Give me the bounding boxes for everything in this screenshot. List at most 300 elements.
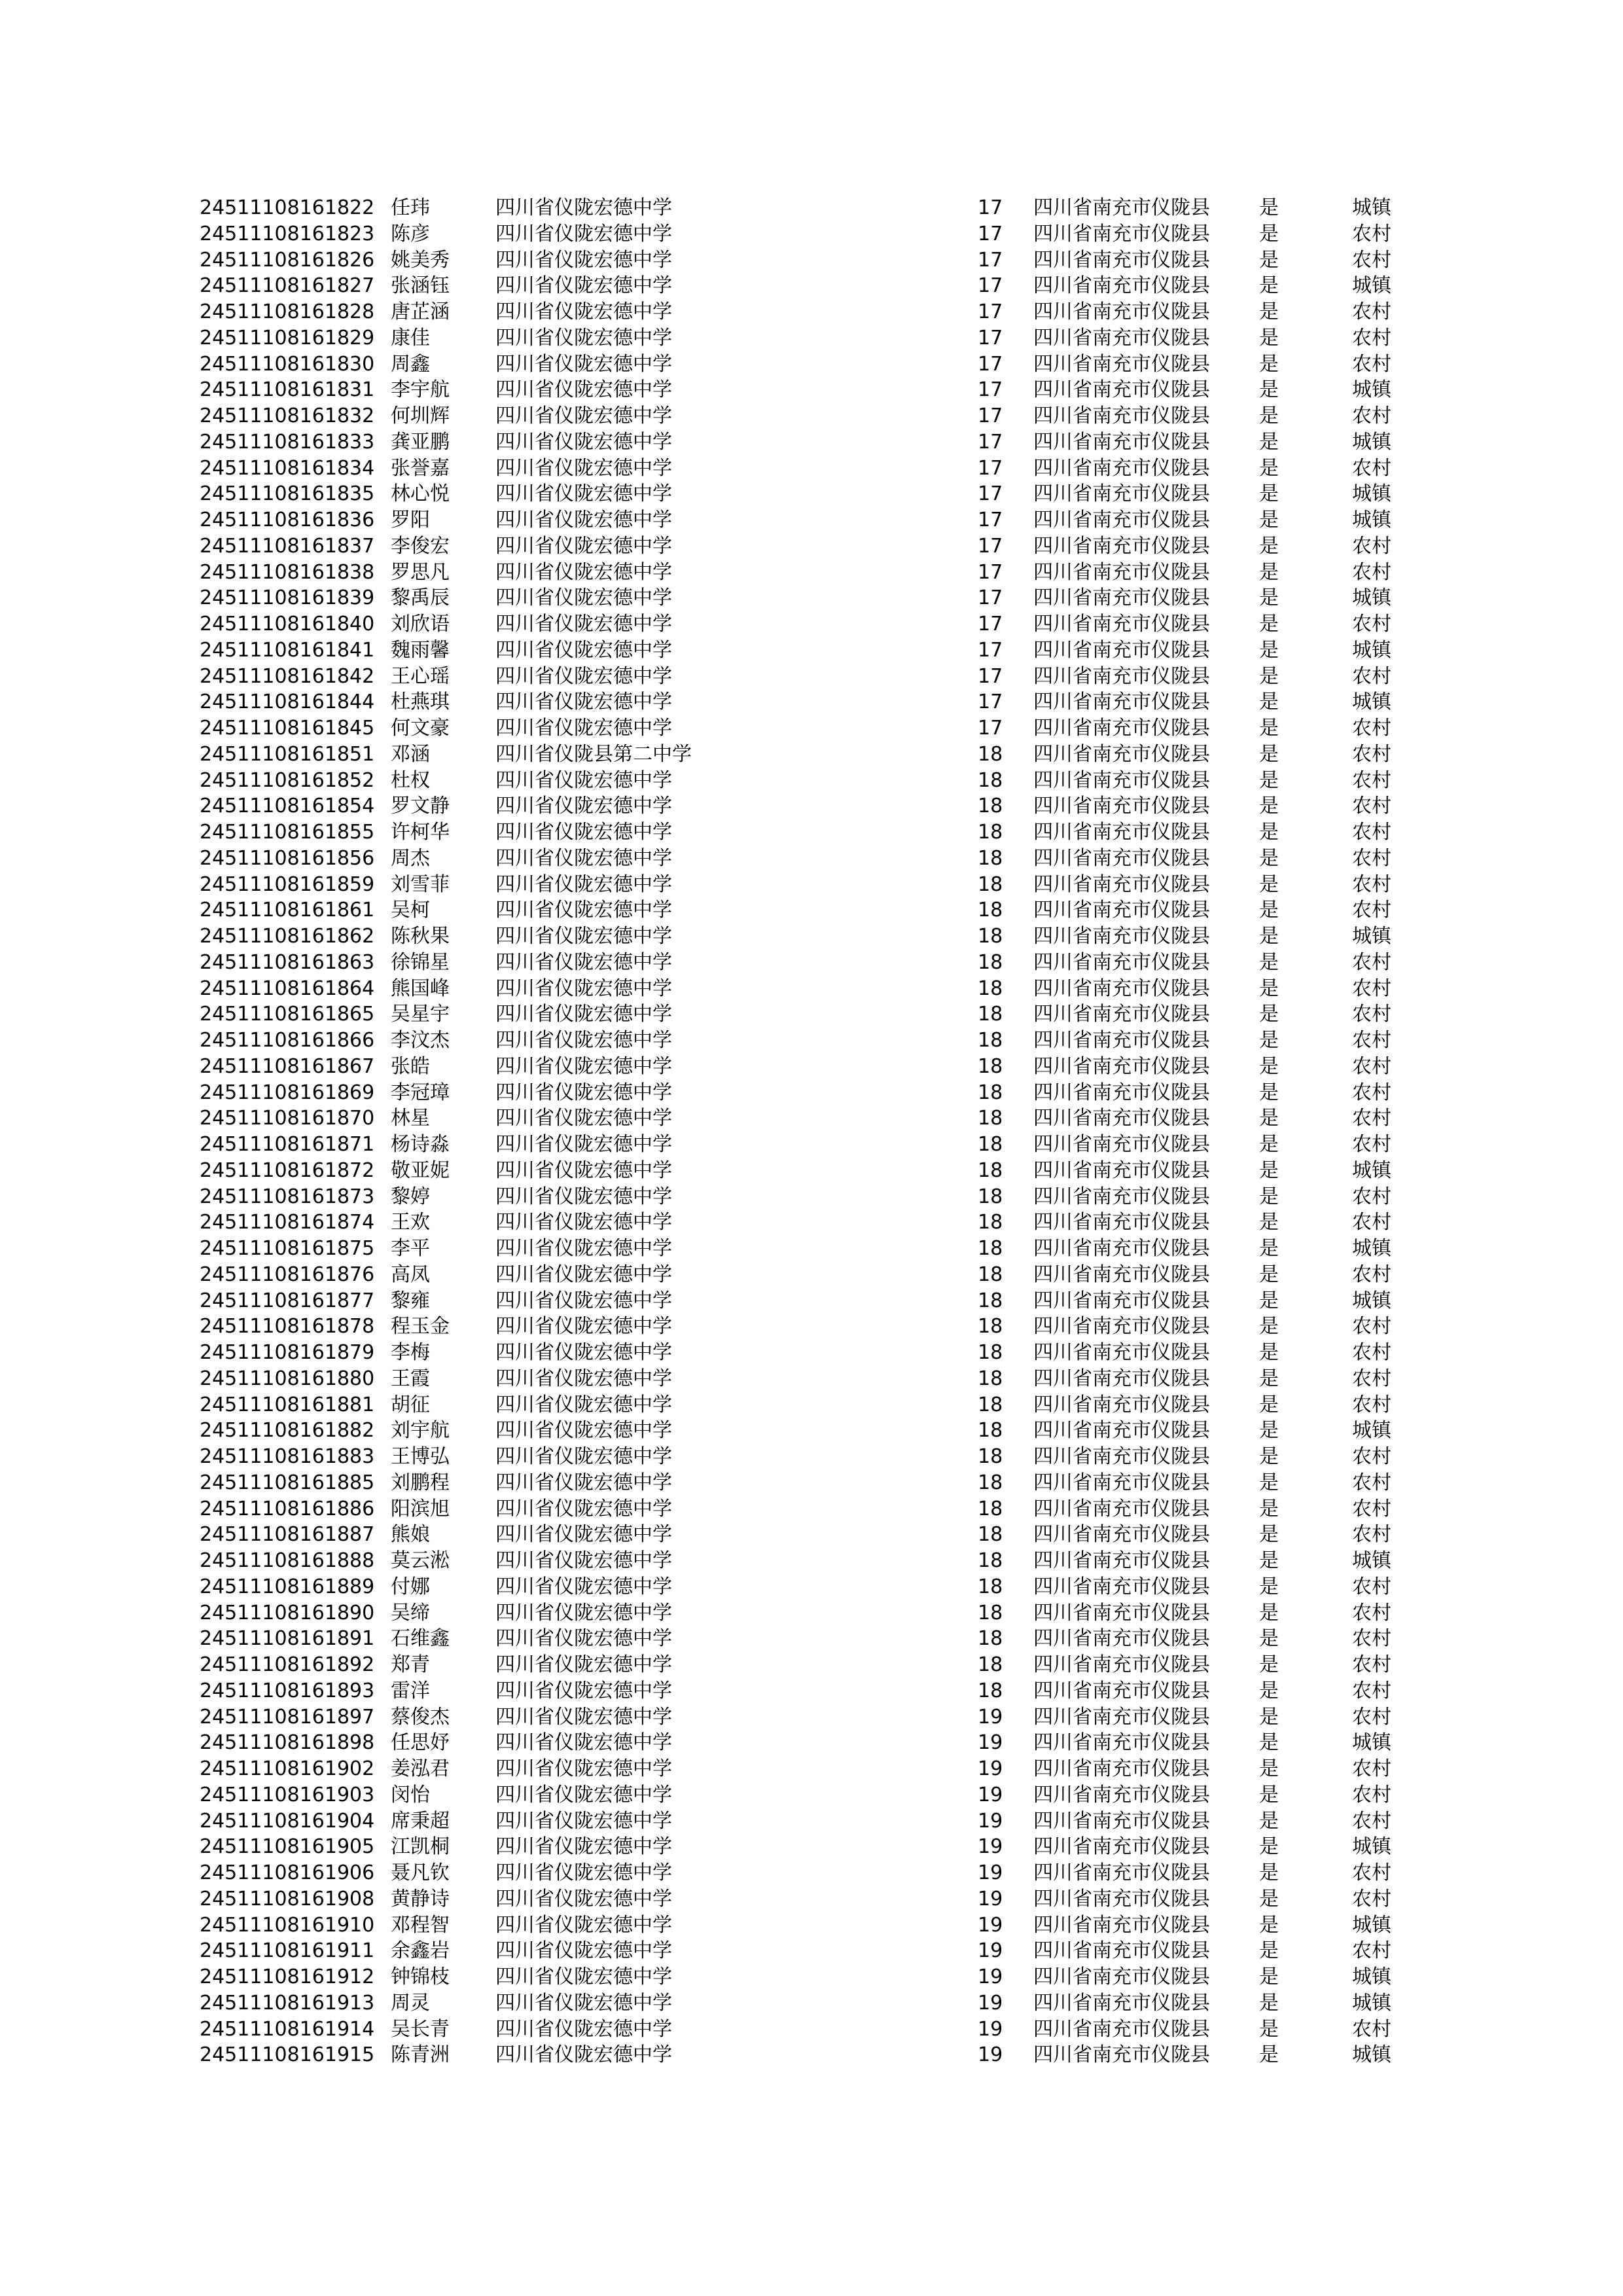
region-cell: 四川省南充市仪陇县 [1033,326,1210,350]
grade-cell: 19 [978,1913,1003,1937]
flag-cell: 是 [1259,222,1279,245]
student-name-cell: 李宇航 [391,378,450,402]
area-type-cell: 农村 [1352,1575,1391,1598]
student-name-cell: 程玉金 [391,1315,450,1338]
grade-cell: 17 [978,664,1003,688]
student-id-cell: 24511108161822 [200,196,375,219]
student-name-cell: 敬亚妮 [391,1158,450,1182]
school-cell: 四川省仪陇宏德中学 [495,977,672,1000]
school-cell: 四川省仪陇宏德中学 [495,768,672,792]
student-id-cell: 24511108161878 [200,1315,375,1338]
student-id-cell: 24511108161890 [200,1601,375,1624]
student-name-cell: 何圳辉 [391,404,450,427]
region-cell: 四川省南充市仪陇县 [1033,717,1210,740]
table-row [200,1834,1404,1860]
student-id-cell: 24511108161893 [200,1679,375,1702]
student-id-cell: 24511108161871 [200,1133,375,1156]
flag-cell: 是 [1259,534,1279,558]
student-name-cell: 李梅 [391,1341,430,1364]
school-cell: 四川省仪陇宏德中学 [495,1939,672,1963]
school-cell: 四川省仪陇宏德中学 [495,1315,672,1338]
student-name-cell: 姚美秀 [391,248,450,272]
flag-cell: 是 [1259,1965,1279,1988]
area-type-cell: 农村 [1352,950,1391,974]
area-type-cell: 城镇 [1352,586,1391,610]
student-id-cell: 24511108161905 [200,1835,375,1859]
area-type-cell: 农村 [1352,1367,1391,1390]
region-cell: 四川省南充市仪陇县 [1033,430,1210,454]
area-type-cell: 农村 [1352,534,1391,558]
school-cell: 四川省仪陇宏德中学 [495,1809,672,1833]
grade-cell: 19 [978,1939,1003,1963]
grade-cell: 17 [978,196,1003,219]
school-cell: 四川省仪陇宏德中学 [495,1523,672,1547]
area-type-cell: 农村 [1352,2017,1391,2041]
table-row [200,819,1404,846]
table-row [200,664,1404,690]
table-row [200,195,1404,221]
flag-cell: 是 [1259,1939,1279,1963]
area-type-cell: 城镇 [1352,1731,1391,1755]
flag-cell: 是 [1259,509,1279,531]
table-row [200,976,1404,1002]
student-name-cell: 郑青 [391,1653,430,1676]
flag-cell: 是 [1259,846,1279,870]
student-id-cell: 24511108161834 [200,456,375,480]
table-row [200,1236,1404,1262]
school-cell: 四川省仪陇宏德中学 [495,1549,672,1572]
table-row [200,299,1404,325]
student-name-cell: 李平 [391,1237,430,1260]
school-cell: 四川省仪陇宏德中学 [495,691,672,714]
table-row [200,1028,1404,1054]
school-cell: 四川省仪陇宏德中学 [495,1107,672,1130]
area-type-cell: 城镇 [1352,196,1391,219]
table-row [200,742,1404,768]
table-row [200,1262,1404,1288]
flag-cell: 是 [1259,1705,1279,1729]
flag-cell: 是 [1259,196,1279,219]
table-row [200,2042,1404,2068]
flag-cell: 是 [1259,1471,1279,1494]
student-name-cell: 黎雍 [391,1289,430,1312]
school-cell: 四川省仪陇宏德中学 [495,846,672,870]
student-id-cell: 24511108161827 [200,274,375,298]
flag-cell: 是 [1259,560,1279,584]
area-type-cell: 农村 [1352,1861,1391,1884]
student-name-cell: 蔡俊杰 [391,1705,450,1729]
student-name-cell: 吴星宇 [391,1003,450,1026]
flag-cell: 是 [1259,1913,1279,1937]
student-name-cell: 杜权 [391,768,430,792]
area-type-cell: 农村 [1352,1783,1391,1806]
student-id-cell: 24511108161902 [200,1757,375,1780]
area-type-cell: 农村 [1352,846,1391,870]
region-cell: 四川省南充市仪陇县 [1033,1575,1210,1598]
region-cell: 四川省南充市仪陇县 [1033,222,1210,245]
grade-cell: 17 [978,613,1003,636]
student-id-cell: 24511108161886 [200,1497,375,1520]
school-cell: 四川省仪陇宏德中学 [495,1341,672,1364]
table-row [200,2017,1404,2043]
grade-cell: 18 [978,1393,1003,1416]
student-id-cell: 24511108161836 [200,509,375,531]
region-cell: 四川省南充市仪陇县 [1033,1653,1210,1676]
grade-cell: 17 [978,430,1003,454]
flag-cell: 是 [1259,1185,1279,1208]
flag-cell: 是 [1259,300,1279,323]
flag-cell: 是 [1259,1627,1279,1651]
student-name-cell: 李汶杰 [391,1029,450,1052]
grade-cell: 19 [978,1809,1003,1833]
grade-cell: 17 [978,404,1003,427]
school-cell: 四川省仪陇宏德中学 [495,1991,672,2015]
table-row [200,1392,1404,1418]
grade-cell: 18 [978,1367,1003,1390]
grade-cell: 18 [978,1341,1003,1364]
school-cell: 四川省仪陇宏德中学 [495,1497,672,1520]
student-id-cell: 24511108161838 [200,560,375,584]
area-type-cell: 农村 [1352,1653,1391,1676]
table-row [200,1288,1404,1314]
region-cell: 四川省南充市仪陇县 [1033,795,1210,818]
student-id-cell: 24511108161862 [200,925,375,948]
grade-cell: 18 [978,1497,1003,1520]
table-row [200,456,1404,482]
flag-cell: 是 [1259,1835,1279,1859]
grade-cell: 17 [978,300,1003,323]
grade-cell: 18 [978,1575,1003,1598]
grade-cell: 19 [978,1887,1003,1910]
region-cell: 四川省南充市仪陇县 [1033,248,1210,272]
area-type-cell: 农村 [1352,1341,1391,1364]
table-row [200,768,1404,794]
area-type-cell: 城镇 [1352,2043,1391,2067]
grade-cell: 18 [978,1471,1003,1494]
table-row [200,689,1404,715]
flag-cell: 是 [1259,1523,1279,1547]
flag-cell: 是 [1259,1809,1279,1833]
flag-cell: 是 [1259,638,1279,662]
area-type-cell: 农村 [1352,1627,1391,1651]
table-row [200,1990,1404,2017]
area-type-cell: 农村 [1352,1211,1391,1234]
region-cell: 四川省南充市仪陇县 [1033,2043,1210,2067]
student-roster-table [200,195,1404,2068]
table-row [200,1001,1404,1028]
region-cell: 四川省南充市仪陇县 [1033,977,1210,1000]
area-type-cell: 农村 [1352,742,1391,766]
area-type-cell: 农村 [1352,1523,1391,1547]
student-id-cell: 24511108161882 [200,1419,375,1443]
table-row [200,533,1404,560]
flag-cell: 是 [1259,795,1279,818]
flag-cell: 是 [1259,404,1279,427]
student-id-cell: 24511108161823 [200,222,375,245]
area-type-cell: 农村 [1352,248,1391,272]
area-type-cell: 农村 [1352,1133,1391,1156]
school-cell: 四川省仪陇宏德中学 [495,1185,672,1208]
grade-cell: 18 [978,846,1003,870]
student-name-cell: 刘宇航 [391,1419,450,1443]
school-cell: 四川省仪陇宏德中学 [495,899,672,922]
region-cell: 四川省南充市仪陇县 [1033,456,1210,480]
grade-cell: 18 [978,950,1003,974]
region-cell: 四川省南充市仪陇县 [1033,1757,1210,1780]
table-row [200,1132,1404,1158]
region-cell: 四川省南充市仪陇县 [1033,1419,1210,1443]
table-row [200,1964,1404,1990]
flag-cell: 是 [1259,950,1279,974]
student-id-cell: 24511108161869 [200,1081,375,1104]
school-cell: 四川省仪陇宏德中学 [495,1133,672,1156]
table-row [200,403,1404,429]
school-cell: 四川省仪陇宏德中学 [495,1081,672,1104]
region-cell: 四川省南充市仪陇县 [1033,560,1210,584]
table-row [200,793,1404,819]
student-name-cell: 陈秋果 [391,925,450,948]
area-type-cell: 农村 [1352,1471,1391,1494]
grade-cell: 18 [978,1627,1003,1651]
area-type-cell: 农村 [1352,1029,1391,1052]
school-cell: 四川省仪陇宏德中学 [495,1237,672,1260]
school-cell: 四川省仪陇宏德中学 [495,1861,672,1884]
student-name-cell: 周杰 [391,846,430,870]
region-cell: 四川省南充市仪陇县 [1033,872,1210,896]
flag-cell: 是 [1259,1263,1279,1286]
flag-cell: 是 [1259,768,1279,792]
area-type-cell: 城镇 [1352,1158,1391,1182]
table-row [200,1886,1404,1912]
student-name-cell: 吴长青 [391,2017,450,2041]
student-name-cell: 张皓 [391,1054,430,1078]
student-name-cell: 闵怡 [391,1783,430,1806]
school-cell: 四川省仪陇宏德中学 [495,795,672,818]
grade-cell: 19 [978,1965,1003,1988]
student-name-cell: 魏雨馨 [391,638,450,662]
region-cell: 四川省南充市仪陇县 [1033,1627,1210,1651]
region-cell: 四川省南充市仪陇县 [1033,1315,1210,1338]
grade-cell: 18 [978,1237,1003,1260]
flag-cell: 是 [1259,1341,1279,1364]
region-cell: 四川省南充市仪陇县 [1033,1939,1210,1963]
grade-cell: 18 [978,1107,1003,1130]
student-id-cell: 24511108161873 [200,1185,375,1208]
student-name-cell: 熊国峰 [391,977,450,1000]
table-row [200,247,1404,274]
area-type-cell: 农村 [1352,613,1391,636]
region-cell: 四川省南充市仪陇县 [1033,1185,1210,1208]
region-cell: 四川省南充市仪陇县 [1033,1783,1210,1806]
table-row [200,924,1404,950]
region-cell: 四川省南充市仪陇县 [1033,1835,1210,1859]
region-cell: 四川省南充市仪陇县 [1033,1107,1210,1130]
student-id-cell: 24511108161898 [200,1731,375,1755]
student-name-cell: 王霞 [391,1367,430,1390]
student-id-cell: 24511108161887 [200,1523,375,1547]
table-row [200,897,1404,924]
roster-body [200,195,1404,2068]
grade-cell: 17 [978,326,1003,350]
grade-cell: 19 [978,1861,1003,1884]
area-type-cell: 城镇 [1352,509,1391,531]
flag-cell: 是 [1259,1757,1279,1780]
area-type-cell: 城镇 [1352,1913,1391,1937]
flag-cell: 是 [1259,430,1279,454]
grade-cell: 18 [978,1289,1003,1312]
area-type-cell: 农村 [1352,1939,1391,1963]
region-cell: 四川省南充市仪陇县 [1033,509,1210,531]
area-type-cell: 城镇 [1352,638,1391,662]
table-row [200,1210,1404,1236]
table-row [200,429,1404,456]
student-id-cell: 24511108161908 [200,1887,375,1910]
region-cell: 四川省南充市仪陇县 [1033,1809,1210,1833]
student-name-cell: 钟锦枝 [391,1965,450,1988]
grade-cell: 18 [978,925,1003,948]
flag-cell: 是 [1259,1107,1279,1130]
school-cell: 四川省仪陇宏德中学 [495,222,672,245]
region-cell: 四川省南充市仪陇县 [1033,378,1210,402]
grade-cell: 18 [978,1315,1003,1338]
grade-cell: 17 [978,638,1003,662]
school-cell: 四川省仪陇宏德中学 [495,1471,672,1494]
student-id-cell: 24511108161833 [200,430,375,454]
area-type-cell: 农村 [1352,1679,1391,1702]
grade-cell: 19 [978,1835,1003,1859]
student-id-cell: 24511108161877 [200,1289,375,1312]
region-cell: 四川省南充市仪陇县 [1033,768,1210,792]
school-cell: 四川省仪陇宏德中学 [495,638,672,662]
grade-cell: 18 [978,1081,1003,1104]
school-cell: 四川省仪陇宏德中学 [495,274,672,298]
table-row [200,1756,1404,1782]
school-cell: 四川省仪陇宏德中学 [495,1783,672,1806]
school-cell: 四川省仪陇宏德中学 [495,352,672,376]
student-id-cell: 24511108161852 [200,768,375,792]
student-name-cell: 康佳 [391,326,430,350]
flag-cell: 是 [1259,2043,1279,2067]
student-name-cell: 王欢 [391,1211,430,1234]
school-cell: 四川省仪陇宏德中学 [495,1029,672,1052]
table-row [200,1938,1404,1964]
region-cell: 四川省南充市仪陇县 [1033,352,1210,376]
table-row [200,1184,1404,1210]
grade-cell: 19 [978,1783,1003,1806]
school-cell: 四川省仪陇宏德中学 [495,1757,672,1780]
table-row [200,1496,1404,1522]
grade-cell: 17 [978,248,1003,272]
student-name-cell: 吴柯 [391,899,430,922]
school-cell: 四川省仪陇宏德中学 [495,2017,672,2041]
student-name-cell: 余鑫岩 [391,1939,450,1963]
flag-cell: 是 [1259,1497,1279,1520]
flag-cell: 是 [1259,1211,1279,1234]
flag-cell: 是 [1259,378,1279,402]
table-row [200,1626,1404,1652]
flag-cell: 是 [1259,1445,1279,1468]
table-row [200,1860,1404,1886]
area-type-cell: 农村 [1352,821,1391,844]
area-type-cell: 城镇 [1352,378,1391,402]
grade-cell: 18 [978,1054,1003,1078]
table-row [200,1366,1404,1392]
table-row [200,1912,1404,1939]
area-type-cell: 农村 [1352,1315,1391,1338]
table-row [200,1704,1404,1731]
area-type-cell: 城镇 [1352,1237,1391,1260]
area-type-cell: 农村 [1352,1887,1391,1910]
school-cell: 四川省仪陇宏德中学 [495,1054,672,1078]
area-type-cell: 农村 [1352,326,1391,350]
area-type-cell: 农村 [1352,300,1391,323]
school-cell: 四川省仪陇宏德中学 [495,2043,672,2067]
student-id-cell: 24511108161874 [200,1211,375,1234]
grade-cell: 19 [978,1991,1003,2015]
region-cell: 四川省南充市仪陇县 [1033,1158,1210,1182]
flag-cell: 是 [1259,1419,1279,1443]
area-type-cell: 农村 [1352,222,1391,245]
flag-cell: 是 [1259,977,1279,1000]
region-cell: 四川省南充市仪陇县 [1033,482,1210,506]
grade-cell: 19 [978,2017,1003,2041]
area-type-cell: 城镇 [1352,1991,1391,2015]
grade-cell: 19 [978,1757,1003,1780]
student-id-cell: 24511108161906 [200,1861,375,1884]
flag-cell: 是 [1259,586,1279,610]
table-row [200,585,1404,611]
school-cell: 四川省仪陇宏德中学 [495,1211,672,1234]
table-row [200,1158,1404,1184]
student-name-cell: 林星 [391,1107,430,1130]
area-type-cell: 城镇 [1352,691,1391,714]
student-id-cell: 24511108161897 [200,1705,375,1729]
table-row [200,1314,1404,1340]
grade-cell: 18 [978,1263,1003,1286]
student-name-cell: 黎婷 [391,1185,430,1208]
area-type-cell: 农村 [1352,872,1391,896]
grade-cell: 17 [978,352,1003,376]
area-type-cell: 农村 [1352,717,1391,740]
student-name-cell: 杜燕琪 [391,691,450,714]
grade-cell: 18 [978,1523,1003,1547]
student-name-cell: 陈彦 [391,222,430,245]
grade-cell: 18 [978,1211,1003,1234]
area-type-cell: 农村 [1352,1497,1391,1520]
flag-cell: 是 [1259,274,1279,298]
grade-cell: 18 [978,742,1003,766]
region-cell: 四川省南充市仪陇县 [1033,1601,1210,1624]
student-id-cell: 24511108161830 [200,352,375,376]
school-cell: 四川省仪陇宏德中学 [495,1601,672,1624]
school-cell: 四川省仪陇宏德中学 [495,1263,672,1286]
region-cell: 四川省南充市仪陇县 [1033,1289,1210,1312]
flag-cell: 是 [1259,717,1279,740]
student-id-cell: 24511108161840 [200,613,375,636]
area-type-cell: 农村 [1352,1809,1391,1833]
student-name-cell: 黎禹辰 [391,586,450,610]
flag-cell: 是 [1259,1158,1279,1182]
flag-cell: 是 [1259,1783,1279,1806]
area-type-cell: 城镇 [1352,1419,1391,1443]
flag-cell: 是 [1259,1861,1279,1884]
region-cell: 四川省南充市仪陇县 [1033,1991,1210,2015]
school-cell: 四川省仪陇宏德中学 [495,1627,672,1651]
school-cell: 四川省仪陇宏德中学 [495,717,672,740]
student-id-cell: 24511108161870 [200,1107,375,1130]
area-type-cell: 农村 [1352,795,1391,818]
school-cell: 四川省仪陇宏德中学 [495,1158,672,1182]
